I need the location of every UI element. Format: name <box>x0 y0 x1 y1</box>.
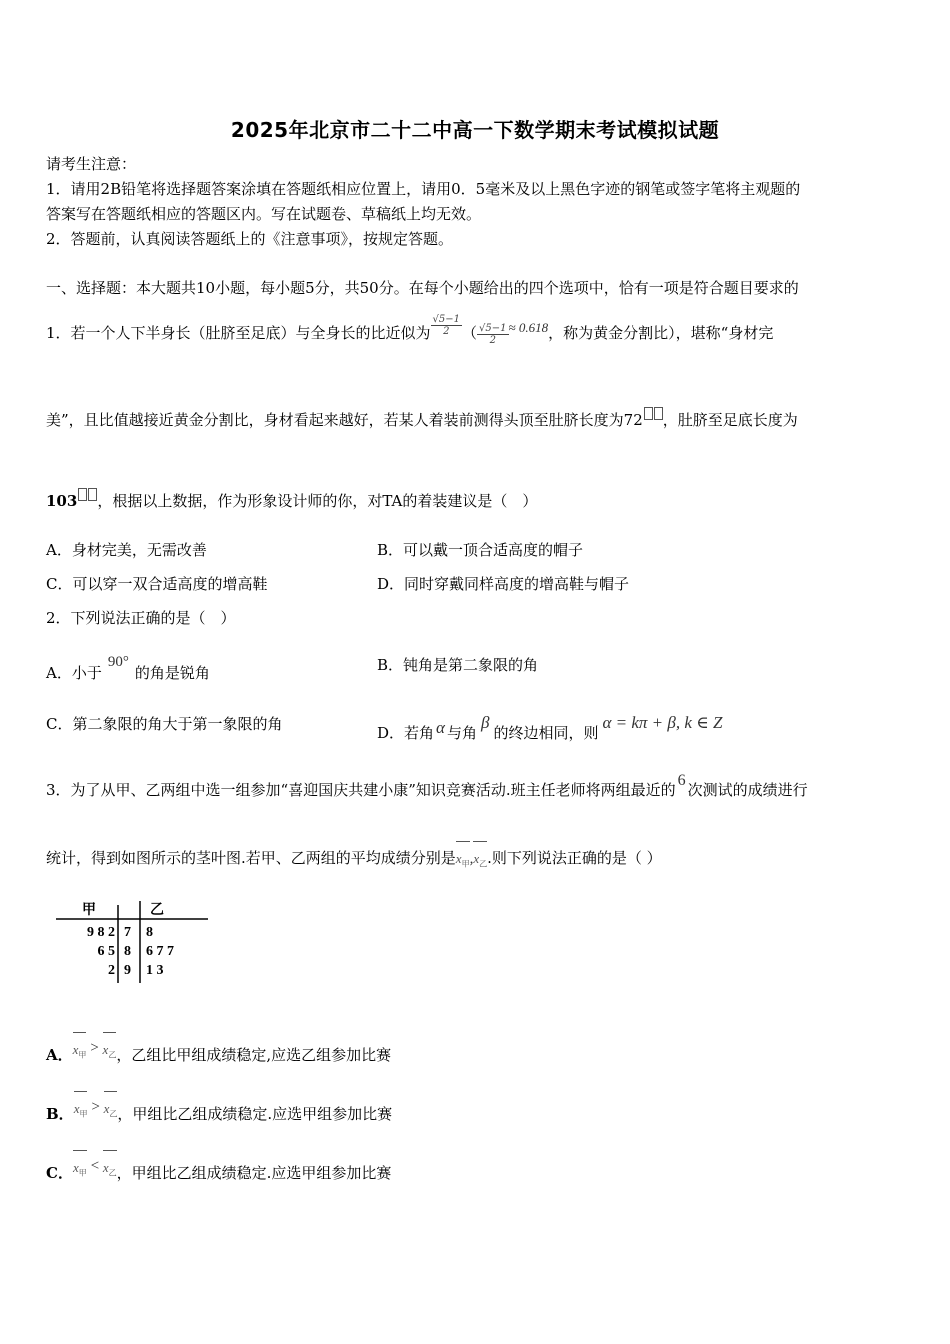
mean-x-yi: $x_乙$ <box>473 851 488 869</box>
q2-d-pre: D．若角 <box>377 724 435 742</box>
q2-a-post: 的角是锐角 <box>134 664 210 682</box>
q2-option-c: C．第二象限的角大于第一象限的角 <box>46 715 283 733</box>
section-heading: 一、选择题：本大题共10小题，每小题5分，共50分。在每个小题给出的四个选项中，恰有一项是符合题目要求的 <box>46 279 799 297</box>
mean-x-jia: $x_甲$ <box>73 1101 88 1119</box>
q2-a-90deg: 90° <box>107 654 129 670</box>
q1-option-a: A．身材完美，无需改善 <box>46 541 207 559</box>
missing-glyph-icon <box>88 488 97 501</box>
q1-line2-pre: 美”，且比值越接近黄金分割比，身材看起来越好，若某人着装前测得头顶至肚脐长度为72 <box>46 411 643 429</box>
q2-a-pre: A．小于 <box>46 664 102 682</box>
q3-six: 6 <box>677 772 686 789</box>
q1-line3-post: ，根据以上数据，作为形象设计师的你，对TA的着装建议是（ ） <box>97 492 538 510</box>
q2-d-post: 的终边相同，则 <box>493 724 599 742</box>
stem-leaf-row2-left: 6 5 <box>97 944 115 959</box>
stem-leaf-header-left: 甲 <box>82 903 96 918</box>
q3-b-text: ，甲组比乙组成绩稳定.应选甲组参加比赛 <box>117 1105 393 1123</box>
stem-leaf-row3-right: 1 3 <box>146 963 164 978</box>
q3-c-label: C． <box>46 1164 73 1182</box>
q3-c-text: ，甲组比乙组成绩稳定.应选甲组参加比赛 <box>116 1164 392 1182</box>
question-2-stem: 2．下列说法正确的是（ ） <box>46 609 236 627</box>
mean-x-jia: $x_甲$ <box>72 1042 87 1060</box>
missing-glyph-icon <box>654 407 663 420</box>
q1-golden-fraction-2: $\frac{√5-1}{2}$ <box>479 322 507 346</box>
q2-d-beta: β <box>480 713 490 732</box>
q3-option-b <box>46 1099 392 1124</box>
q3-comma: , <box>469 851 474 867</box>
q3-line1-pre: 3．为了从甲、乙两组中选一组参加“喜迎国庆共建小康”知识竞赛活动.班主任老师将两组最近的 <box>46 781 676 799</box>
q3-b-relation: > <box>90 1099 101 1115</box>
stem-leaf-row2-stem: 8 <box>124 944 131 959</box>
q2-option-a <box>46 654 210 683</box>
question-3-line-1 <box>46 772 808 800</box>
missing-glyph-icon <box>644 407 653 420</box>
stem-leaf-row3-stem: 9 <box>124 963 131 978</box>
question-1-line-3 <box>46 488 537 511</box>
stem-leaf-row1-right: 8 <box>146 925 153 940</box>
mean-x-jia: $x_甲$ <box>455 851 470 869</box>
stem-leaf-plot <box>52 893 212 985</box>
question-3-line-2 <box>46 847 662 870</box>
mean-x-yi: $x_乙$ <box>103 1101 118 1119</box>
q3-option-a <box>46 1040 391 1065</box>
q3-line2-post: .则下列说法正确的是（ ） <box>487 849 662 867</box>
stem-leaf-row2-right: 6 7 7 <box>146 944 174 959</box>
mean-x-jia: $x_甲$ <box>72 1160 87 1178</box>
q3-a-relation: > <box>89 1040 100 1056</box>
q1-line2-post: ，肚脐至足底长度为 <box>662 411 798 429</box>
q2-d-alpha: α <box>436 718 445 737</box>
q3-line1-post: 次测试的成绩进行 <box>687 781 808 799</box>
missing-glyph-icon <box>78 488 87 501</box>
notice-item-2: 2．答题前，认真阅读答题纸上的《注意事项》，按规定答题。 <box>46 230 454 248</box>
notice-item-1-line-2: 答案写在答题纸相应的答题区内。写在试题卷、草稿纸上均无效。 <box>46 205 482 223</box>
q2-d-formula: α = kπ + β, k ∈ Z <box>602 713 723 732</box>
q3-c-relation: < <box>89 1158 100 1174</box>
q3-line2-pre: 统计，得到如图所示的茎叶图.若甲、乙两组的平均成绩分别是 <box>46 849 456 867</box>
question-1-line-1 <box>46 313 774 346</box>
q2-d-mid: 与角 <box>446 724 477 742</box>
stem-leaf-row1-stem: 7 <box>124 925 131 940</box>
q1-measure-103: 103 <box>46 492 78 510</box>
q3-a-label: A． <box>46 1046 73 1064</box>
q3-option-c <box>46 1158 391 1183</box>
q1-option-b: B．可以戴一顶合适高度的帽子 <box>377 541 584 559</box>
q3-b-label: B． <box>46 1105 74 1123</box>
page-title: 2025年北京市二十二中高一下数学期末考试模拟试题 <box>230 118 720 142</box>
q1-text-pre: 1．若一个人下半身长（肚脐至足底）与全身长的比近似为 <box>46 324 431 342</box>
mean-x-yi: $x_乙$ <box>102 1160 117 1178</box>
q1-golden-fraction: $\frac{√5-1}{2}$ <box>432 313 461 337</box>
q1-text-post: ，称为黄金分割比），堪称“身材完 <box>548 324 774 342</box>
mean-x-yi: $x_乙$ <box>102 1042 117 1060</box>
q1-paren: （ <box>462 324 478 342</box>
q2-option-d <box>377 713 722 743</box>
question-1-line-2 <box>46 407 798 430</box>
q2-option-b: B．钝角是第二象限的角 <box>377 656 539 674</box>
q1-option-d: D．同时穿戴同样高度的增高鞋与帽子 <box>377 575 630 593</box>
notice-heading: 请考生注意： <box>46 155 137 173</box>
q3-a-text: ，乙组比甲组成绩稳定,应选乙组参加比赛 <box>116 1046 392 1064</box>
q1-approx: ≈ 0.618 <box>508 320 549 335</box>
stem-leaf-row1-left: 9 8 2 <box>87 925 115 940</box>
q1-option-c: C．可以穿一双合适高度的增高鞋 <box>46 575 268 593</box>
stem-leaf-row3-left: 2 <box>108 963 115 978</box>
stem-leaf-header-right: 乙 <box>150 903 164 918</box>
notice-item-1-line-1: 1．请用2B铅笔将选择题答案涂填在答题纸相应位置上，请用0．5毫米及以上黑色字迹的钢笔或签字笔将主观题的 <box>46 180 801 198</box>
